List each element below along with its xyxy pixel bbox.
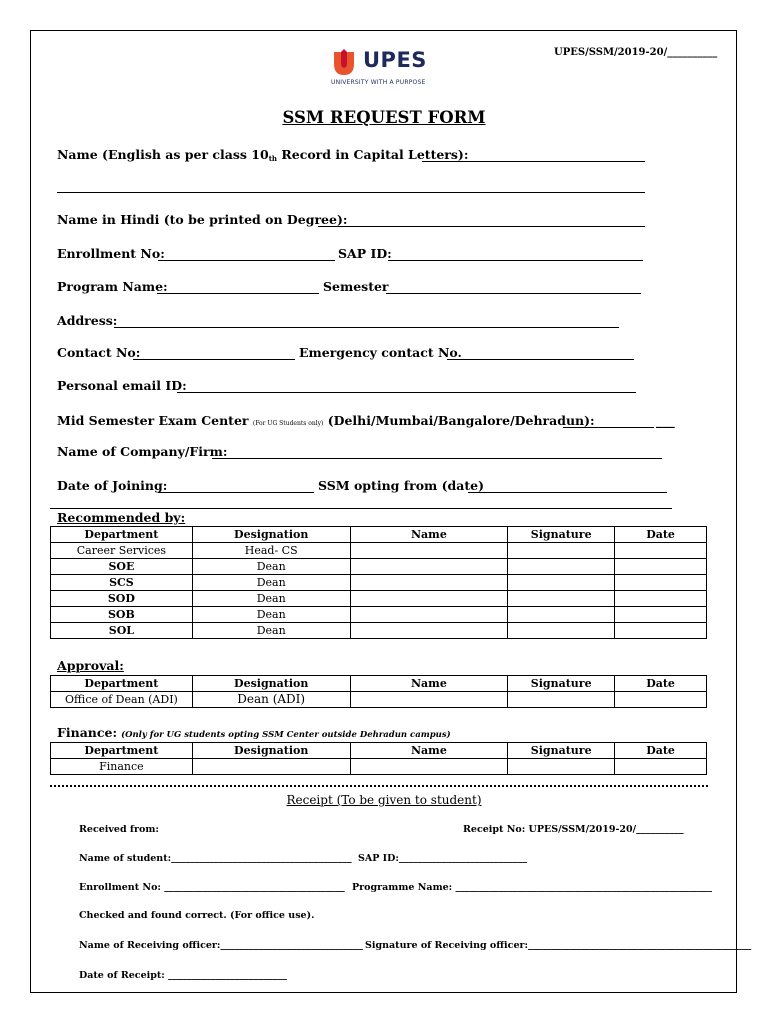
date-cell[interactable] bbox=[615, 543, 707, 559]
email-field[interactable] bbox=[177, 392, 636, 393]
mid-sem-label: Mid Semester Exam Center (For UG Students only) (Delhi/Mumbai/Bangalore/Dehradun): bbox=[57, 413, 595, 428]
emergency-contact-label: Emergency contact No. bbox=[299, 345, 462, 360]
enrollment-label: Enrollment No: bbox=[57, 246, 165, 261]
email-label: Personal email ID: bbox=[57, 378, 187, 393]
column-header: Designation bbox=[192, 527, 350, 543]
date-cell[interactable] bbox=[615, 607, 707, 623]
finance-heading: Finance: bbox=[57, 725, 118, 740]
table-row bbox=[51, 692, 707, 708]
contact-field[interactable] bbox=[133, 359, 295, 360]
designation-cell[interactable] bbox=[192, 759, 350, 775]
name-cell[interactable] bbox=[350, 559, 508, 575]
designation-cell: Dean bbox=[192, 575, 350, 591]
student-name-field[interactable]: Name of student:______________________________________ bbox=[79, 853, 352, 864]
date-cell[interactable] bbox=[615, 575, 707, 591]
date-of-receipt-field[interactable]: Date of Receipt: _________________________ bbox=[79, 970, 287, 981]
mid-sem-trailing: ___ bbox=[656, 413, 675, 428]
logo-tagline: UNIVERSITY WITH A PURPOSE bbox=[331, 79, 426, 86]
department-cell: SCS bbox=[51, 575, 193, 591]
semester-field[interactable] bbox=[386, 293, 641, 294]
designation-cell: Head- CS bbox=[192, 543, 350, 559]
signature-cell[interactable] bbox=[508, 575, 615, 591]
semester-label: Semester bbox=[323, 279, 389, 294]
date-of-joining-field[interactable] bbox=[158, 492, 314, 493]
reference-number: UPES/SSM/2019-20/__________ bbox=[554, 47, 718, 58]
name-cell[interactable] bbox=[350, 607, 508, 623]
department-cell: SOD bbox=[51, 591, 193, 607]
receiving-officer-field[interactable]: Name of Receiving officer:______________________________ bbox=[79, 940, 363, 951]
column-header: Department bbox=[51, 743, 193, 759]
table-row bbox=[51, 759, 707, 775]
receipt-enrollment-field[interactable]: Enrollment No: ______________________________________ bbox=[79, 882, 345, 893]
recommended-heading: Recommended by: bbox=[57, 510, 186, 525]
upes-logo-icon bbox=[332, 49, 356, 77]
signature-cell[interactable] bbox=[508, 591, 615, 607]
ssm-from-label: SSM opting from (date) bbox=[318, 478, 485, 493]
receipt-sap-id-field[interactable]: SAP ID:___________________________ bbox=[358, 853, 528, 864]
date-cell[interactable] bbox=[615, 692, 707, 708]
date-cell[interactable] bbox=[615, 591, 707, 607]
column-header: Signature bbox=[508, 743, 615, 759]
department-cell: Finance bbox=[51, 759, 193, 775]
program-name-field[interactable] bbox=[157, 293, 319, 294]
column-header: Name bbox=[350, 676, 508, 692]
emergency-contact-field[interactable] bbox=[447, 359, 634, 360]
enrollment-field[interactable] bbox=[158, 260, 335, 261]
department-cell: SOL bbox=[51, 623, 193, 639]
designation-cell: Dean bbox=[192, 607, 350, 623]
program-name-label: Program Name: bbox=[57, 279, 168, 294]
name-cell[interactable] bbox=[350, 623, 508, 639]
mid-sem-field[interactable] bbox=[563, 427, 654, 428]
signature-cell[interactable] bbox=[508, 559, 615, 575]
office-use-note: Checked and found correct. (For office use). bbox=[79, 910, 315, 921]
name-label: Name (English as per class $10_{th}$ Record in Capital Letters): bbox=[57, 147, 469, 163]
approval-heading: Approval: bbox=[57, 658, 124, 673]
column-header: Designation bbox=[192, 676, 350, 692]
name-cell[interactable] bbox=[350, 692, 508, 708]
finance-table bbox=[50, 742, 707, 775]
name-field[interactable] bbox=[422, 161, 645, 162]
column-header: Name bbox=[350, 527, 508, 543]
address-label: Address: bbox=[57, 313, 118, 328]
table-header-row bbox=[51, 676, 707, 692]
programme-name-field[interactable]: Programme Name: ______________________________________________________ bbox=[352, 882, 712, 893]
column-header: Signature bbox=[508, 527, 615, 543]
name-cell[interactable] bbox=[350, 759, 508, 775]
section-divider bbox=[50, 508, 672, 509]
finance-heading-row bbox=[57, 725, 451, 740]
table-row bbox=[51, 575, 707, 591]
hindi-name-field[interactable] bbox=[318, 226, 645, 227]
column-header: Date bbox=[615, 676, 707, 692]
table-row bbox=[51, 623, 707, 639]
column-header: Date bbox=[615, 527, 707, 543]
cut-line bbox=[50, 785, 708, 787]
signature-cell[interactable] bbox=[508, 692, 615, 708]
signature-cell[interactable] bbox=[508, 623, 615, 639]
ssm-from-field[interactable] bbox=[468, 492, 667, 493]
date-cell[interactable] bbox=[615, 559, 707, 575]
column-header: Designation bbox=[192, 743, 350, 759]
table-header-row bbox=[51, 527, 707, 543]
department-cell: SOB bbox=[51, 607, 193, 623]
sap-id-label: SAP ID: bbox=[338, 246, 392, 261]
hindi-name-label: Name in Hindi (to be printed on Degree): bbox=[57, 212, 348, 227]
table-row bbox=[51, 559, 707, 575]
finance-note: (Only for UG students opting SSM Center outside Dehradun campus) bbox=[121, 730, 451, 740]
signature-cell[interactable] bbox=[508, 759, 615, 775]
table-row bbox=[51, 607, 707, 623]
department-cell: Office of Dean (ADI) bbox=[51, 692, 193, 708]
received-from-label: Received from: bbox=[79, 824, 159, 835]
company-field[interactable] bbox=[212, 458, 662, 459]
column-header: Department bbox=[51, 527, 193, 543]
table-row bbox=[51, 543, 707, 559]
name-cell[interactable] bbox=[350, 543, 508, 559]
receipt-title: Receipt (To be given to student) bbox=[286, 793, 482, 807]
table-header-row bbox=[51, 743, 707, 759]
column-header: Signature bbox=[508, 676, 615, 692]
department-cell: Career Services bbox=[51, 543, 193, 559]
name-field-line-2[interactable] bbox=[57, 192, 645, 193]
form-title: SSM REQUEST FORM bbox=[282, 108, 486, 127]
table-row bbox=[51, 591, 707, 607]
sap-id-field[interactable] bbox=[388, 260, 643, 261]
officer-signature-field[interactable]: Signature of Receiving officer:_______________________________________________ bbox=[365, 940, 752, 951]
designation-cell: Dean bbox=[192, 559, 350, 575]
recommended-table bbox=[50, 526, 707, 639]
approval-table bbox=[50, 675, 707, 708]
designation-cell: Dean bbox=[192, 623, 350, 639]
date-cell[interactable] bbox=[615, 623, 707, 639]
contact-label: Contact No: bbox=[57, 345, 141, 360]
name-cell[interactable] bbox=[350, 591, 508, 607]
signature-cell[interactable] bbox=[508, 543, 615, 559]
company-label: Name of Company/Firm: bbox=[57, 444, 228, 459]
name-cell[interactable] bbox=[350, 575, 508, 591]
date-cell[interactable] bbox=[615, 759, 707, 775]
department-cell: SOE bbox=[51, 559, 193, 575]
designation-cell: Dean (ADI) bbox=[192, 692, 350, 708]
designation-cell: Dean bbox=[192, 591, 350, 607]
receipt-number: Receipt No: UPES/SSM/2019-20/__________ bbox=[463, 824, 684, 835]
column-header: Date bbox=[615, 743, 707, 759]
column-header: Name bbox=[350, 743, 508, 759]
address-field[interactable] bbox=[114, 327, 619, 328]
signature-cell[interactable] bbox=[508, 607, 615, 623]
date-of-joining-label: Date of Joining: bbox=[57, 478, 168, 493]
logo-wordmark: UPES bbox=[363, 48, 427, 72]
column-header: Department bbox=[51, 676, 193, 692]
